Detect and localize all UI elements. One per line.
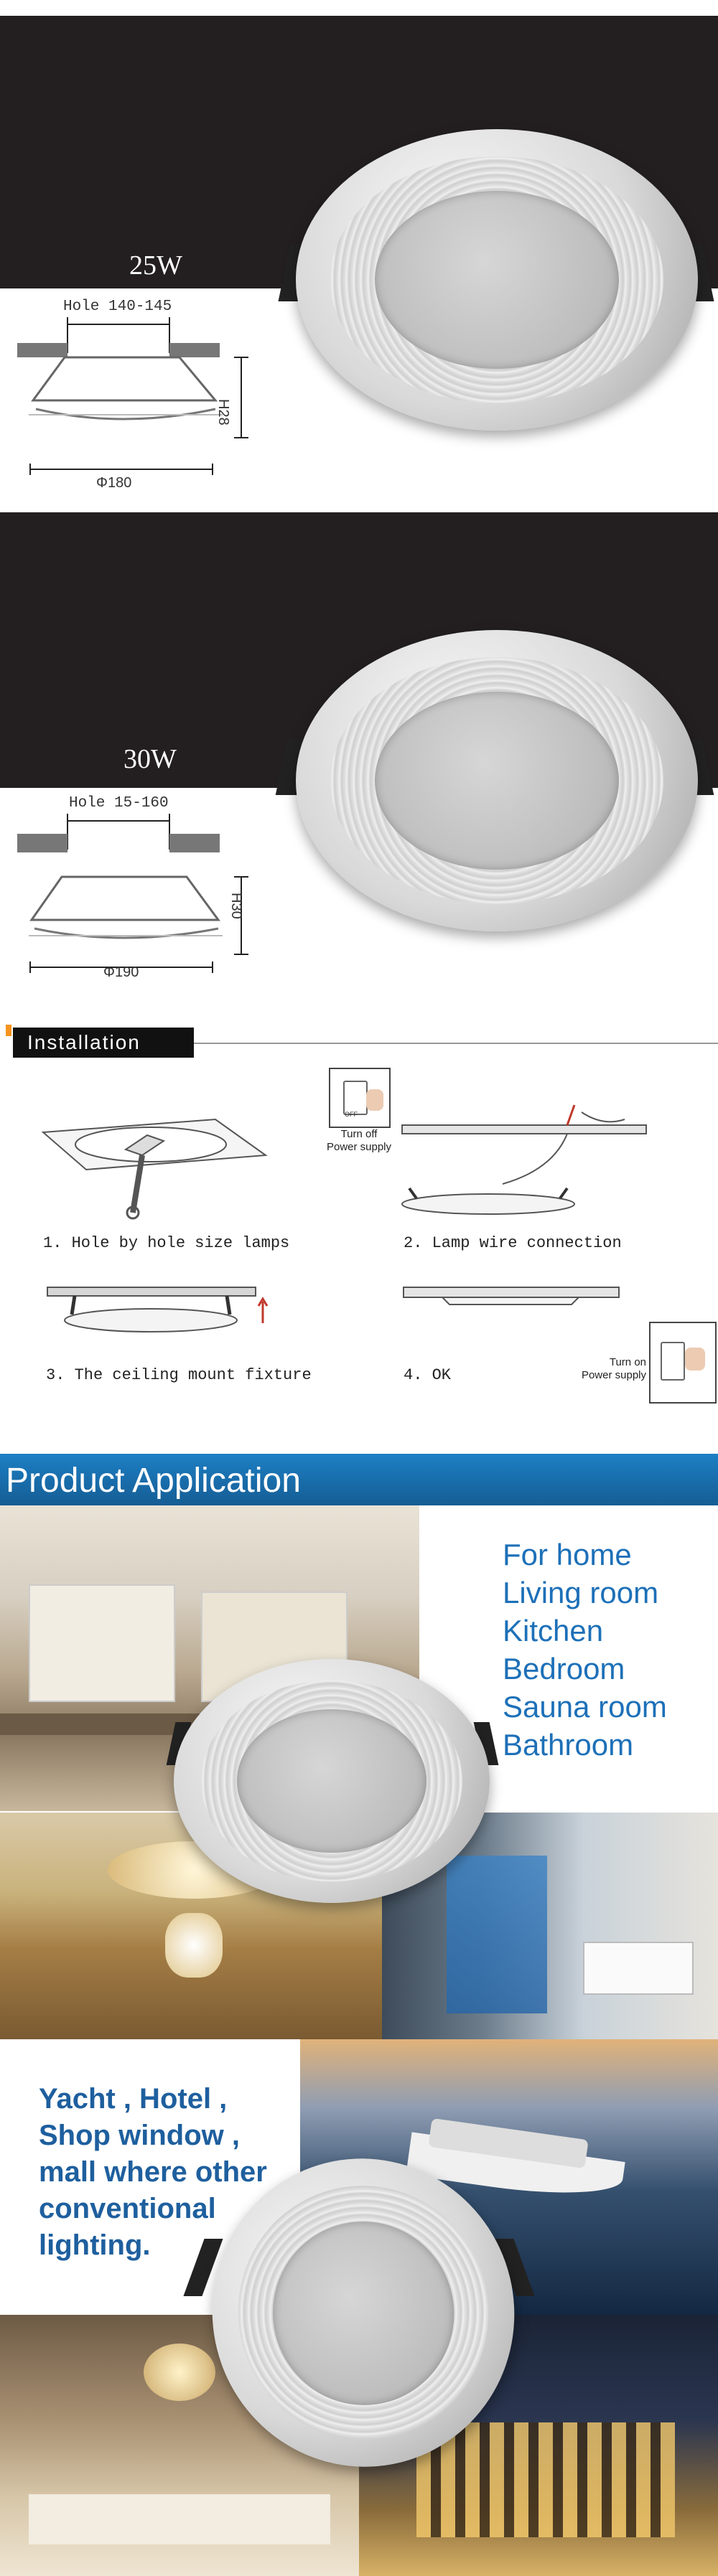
installation-marker xyxy=(6,1025,11,1036)
application-title: Product Application xyxy=(6,1462,301,1500)
hole-30w-label: Hole 15-160 xyxy=(69,795,169,812)
lamp-25w-side-drawing xyxy=(14,337,273,481)
room-item: Sauna room xyxy=(503,1690,667,1724)
step1-label: 1. Hole by hole size lamps xyxy=(43,1234,290,1252)
step4-label: 4. OK xyxy=(404,1366,452,1384)
step1-drawing xyxy=(36,1112,280,1227)
turn-on-line: Turn on Power supply xyxy=(581,1356,646,1381)
other-line: Yacht , Hotel , xyxy=(39,2083,228,2115)
room-item: Bedroom xyxy=(503,1652,625,1686)
turn-off-line: Turn off Power supply xyxy=(326,1128,392,1153)
installation-title: Installation xyxy=(27,1031,141,1053)
turn-on-text xyxy=(567,1356,646,1382)
power-off-switch xyxy=(329,1068,391,1128)
step2-drawing xyxy=(388,1076,661,1220)
other-line: Shop window , xyxy=(39,2120,240,2151)
diameter-25w-label: Φ180 xyxy=(96,475,132,491)
spec-30w-watt: 30W xyxy=(123,744,177,774)
other-line: conventional xyxy=(39,2193,216,2224)
hand-icon xyxy=(366,1089,383,1111)
lamp-25w-image xyxy=(296,129,698,431)
spec-25w-watt: 25W xyxy=(129,250,182,281)
lamp-application-image xyxy=(174,1659,490,1903)
room-item: Bathroom xyxy=(503,1728,634,1762)
application-rooms xyxy=(503,1536,667,1764)
hand-icon-2 xyxy=(685,1348,705,1371)
lamp-30w-side-drawing xyxy=(14,858,273,980)
height-25w-label: H28 xyxy=(215,399,231,426)
power-on-switch xyxy=(649,1322,717,1404)
step4-drawing xyxy=(399,1277,643,1320)
diameter-30w-label: Φ190 xyxy=(103,964,139,980)
step2-label: 2. Lamp wire connection xyxy=(404,1234,622,1252)
turn-off-text xyxy=(322,1128,396,1154)
lamp-30w-image xyxy=(296,630,698,931)
room-item: For home xyxy=(503,1538,632,1571)
room-item: Kitchen xyxy=(503,1614,604,1647)
hole-25w-label: Hole 140-145 xyxy=(63,299,172,315)
other-line: lighting. xyxy=(39,2229,151,2261)
other-line: mall where other xyxy=(39,2156,267,2188)
step3-label: 3. The ceiling mount fixture xyxy=(46,1366,312,1384)
switch-off-text: OFF xyxy=(345,1111,358,1118)
step3-drawing xyxy=(43,1277,273,1342)
installation-rule xyxy=(194,1043,718,1044)
room-item: Living room xyxy=(503,1576,659,1609)
height-30w-label: H30 xyxy=(228,893,244,919)
